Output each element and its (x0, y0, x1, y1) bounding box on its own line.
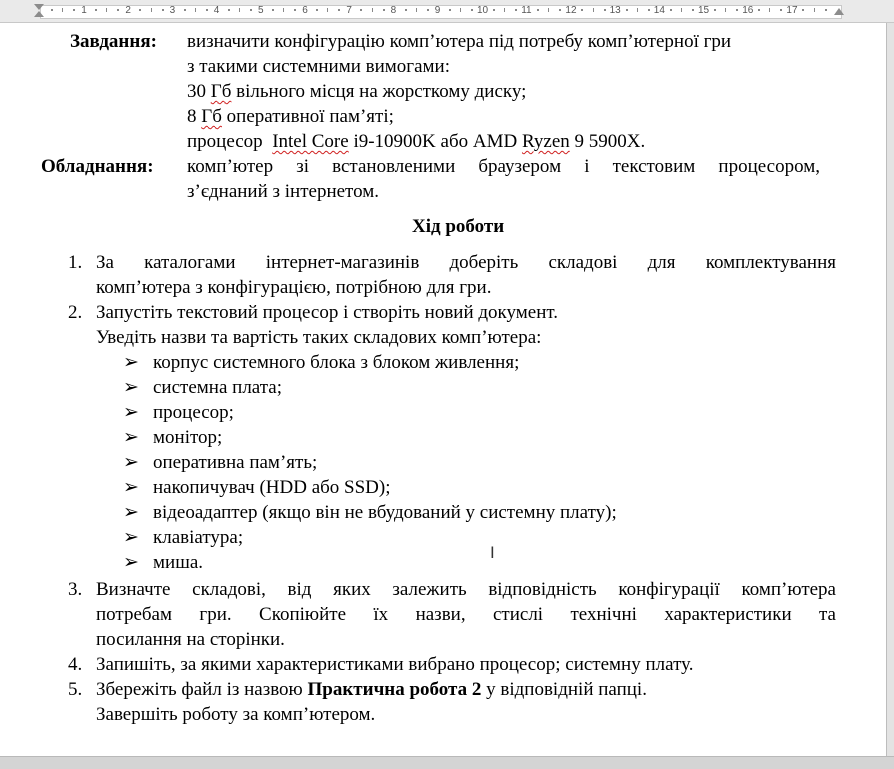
task-line-1: визначити конфігурацію комп’ютера під потребу комп’ютерної гри (187, 31, 732, 52)
ruler-tick (62, 8, 63, 12)
step-2-line-1: Запустіть текстовий процесор і створіть новий документ. (96, 302, 559, 323)
list-item (123, 501, 617, 525)
ruler-tick (95, 9, 97, 11)
ruler-number: 14 (653, 5, 665, 16)
ruler-tick (427, 9, 429, 11)
ruler-number: 2 (125, 5, 131, 16)
step-1-number: 1. (68, 252, 83, 273)
ruler-tick (593, 8, 594, 12)
list-item (123, 351, 519, 375)
ruler-number: 11 (521, 5, 532, 16)
requirement-storage (187, 80, 526, 104)
ruler-tick (416, 8, 417, 12)
list-item (123, 476, 391, 500)
req-storage-a: 30 (187, 81, 211, 102)
task-line-2: з такими системними вимогами: (187, 56, 450, 77)
arrow-bullet-icon: ➢ (123, 352, 139, 373)
step-3-number: 3. (68, 579, 83, 600)
ruler-tick (383, 9, 385, 11)
ruler-tick (626, 9, 628, 11)
list-item-text: процесор; (153, 402, 234, 423)
arrow-bullet-icon: ➢ (123, 527, 139, 548)
step-5-text-a: Збережіть файл із назвою (96, 679, 308, 700)
ruler-tick (670, 9, 672, 11)
ruler-number: 3 (169, 5, 176, 16)
ruler-tick (814, 8, 815, 12)
ruler-tick (184, 9, 186, 11)
ruler-tick (294, 9, 296, 11)
step-5-number: 5. (68, 679, 83, 700)
step-5-line-1 (96, 678, 647, 702)
ruler-number: 12 (565, 5, 577, 16)
ruler-tick (681, 8, 682, 12)
ruler-number: 13 (609, 5, 621, 16)
list-item (123, 551, 203, 575)
ruler-tick (272, 9, 274, 11)
arrow-bullet-icon: ➢ (123, 552, 139, 573)
ruler-tick (504, 8, 505, 12)
list-item-text: оперативна пам’ять; (153, 452, 318, 473)
step-4-line-1: Запишіть, за якими характеристиками вибрано процесор; системну плату. (96, 654, 694, 675)
first-line-indent-marker[interactable] (34, 4, 44, 10)
requirement-ram (187, 105, 394, 129)
list-item-text: накопичувач (HDD або SSD); (153, 477, 391, 498)
ruler-tick (327, 8, 328, 12)
req-cpu-intel: Intel Core (272, 131, 349, 152)
section-title: Хід роботи (412, 216, 505, 237)
list-item-text: системна плата; (153, 377, 282, 398)
step-4-number: 4. (68, 654, 83, 675)
arrow-bullet-icon: ➢ (123, 427, 139, 448)
step-5-line-2: Завершіть роботу за комп’ютером. (96, 704, 376, 725)
req-cpu-c: i9-10900K або AMD (348, 131, 522, 152)
req-cpu-e: 9 5900X. (569, 131, 646, 152)
text-cursor-icon: I (490, 543, 495, 562)
list-item (123, 451, 317, 475)
step-5-filename: Практична робота 2 (307, 679, 482, 700)
step-2-line-2: Уведіть назви та вартість таких складових комп’ютера: (96, 327, 542, 348)
ruler-tick (228, 9, 230, 11)
step-1-line-2: комп’ютера з конфігурацією, потрібною для гри. (96, 277, 492, 298)
ruler-number: 1 (81, 5, 87, 16)
ruler-tick (736, 9, 738, 11)
req-ram-unit: Гб (201, 106, 222, 127)
list-item-text: корпус системного блока з блоком живлення; (153, 352, 520, 373)
req-storage-c: вільного місця на жорсткому диску; (231, 81, 527, 102)
step-1-line-1: За каталогами інтернет-магазинів доберіть складові для комплектування (96, 252, 836, 273)
list-item-text: монітор; (153, 427, 223, 448)
ruler-number: 16 (742, 5, 754, 16)
ruler-number: 7 (346, 5, 352, 16)
ruler-number: 5 (258, 5, 264, 16)
ruler-tick (338, 9, 340, 11)
vertical-scrollbar[interactable] (887, 23, 894, 756)
arrow-bullet-icon: ➢ (123, 377, 139, 398)
status-bar (0, 756, 894, 769)
req-cpu-ryzen: Ryzen (521, 131, 570, 152)
list-item-text: клавіатура; (153, 527, 244, 548)
list-item (123, 376, 282, 400)
ruler-tick (581, 9, 583, 11)
list-item (123, 401, 234, 425)
ruler-tick (195, 8, 196, 12)
ruler-tick (283, 8, 284, 12)
ruler-tick (139, 9, 141, 11)
ruler-tick (206, 9, 208, 11)
equipment-label: Обладнання: (41, 156, 154, 177)
ruler-tick (604, 9, 606, 11)
arrow-bullet-icon: ➢ (123, 402, 139, 423)
ruler-number: 6 (302, 5, 308, 16)
req-cpu-a: процесор (187, 131, 273, 152)
ruler-tick (316, 9, 318, 11)
ruler-tick (637, 8, 638, 12)
hanging-indent-marker[interactable] (34, 11, 44, 17)
req-ram-a: 8 (187, 106, 202, 127)
ruler-tick (51, 9, 53, 11)
step-3-line-2: потребам гри. Скопіюйте їх назви, стислі технічні характеристики та (96, 604, 836, 625)
step-2-number: 2. (68, 302, 83, 323)
document-page[interactable] (0, 23, 887, 756)
right-indent-marker[interactable] (834, 8, 844, 15)
req-ram-c: оперативної пам’яті; (221, 106, 394, 127)
ruler-tick (714, 9, 716, 11)
ruler-tick (769, 8, 770, 12)
ruler-number: 10 (477, 5, 489, 16)
ruler-tick (692, 9, 694, 11)
ruler-tick (151, 8, 152, 12)
ruler-number: 15 (698, 5, 710, 16)
req-storage-unit: Гб (210, 81, 232, 102)
ruler-tick (73, 9, 75, 11)
ruler-tick (372, 8, 373, 12)
ruler-tick (648, 9, 650, 11)
arrow-bullet-icon: ➢ (123, 502, 139, 523)
ruler-tick (471, 9, 473, 11)
ruler-tick (537, 9, 539, 11)
list-item-text: миша. (153, 552, 204, 573)
ruler-tick (758, 9, 760, 11)
ruler-tick (239, 8, 240, 12)
ruler-number: 17 (786, 5, 798, 16)
requirement-cpu (187, 130, 645, 154)
step-5-text-c: у відповідній папці. (481, 679, 647, 700)
list-item (123, 526, 243, 550)
step-3-line-1: Визначте складові, від яких залежить відповідність конфігурації комп’ютера (96, 579, 836, 600)
step-3-line-3: посилання на сторінки. (96, 629, 285, 650)
ruler-tick (780, 9, 782, 11)
ruler-tick (250, 9, 252, 11)
ruler-number: 4 (213, 5, 220, 16)
ruler-tick (162, 9, 164, 11)
ruler-tick (548, 8, 549, 12)
ruler-tick (460, 8, 461, 12)
ruler-number: 8 (390, 5, 397, 16)
ruler-text-area (40, 5, 842, 19)
ruler-tick (825, 9, 827, 11)
ruler-tick (725, 8, 726, 12)
ruler-number: 9 (434, 5, 441, 16)
ruler-tick (802, 9, 804, 11)
list-item (123, 426, 222, 450)
equipment-line-2: з’єднаний з інтернетом. (187, 181, 380, 202)
ruler-tick (106, 8, 107, 12)
ruler-tick (493, 9, 495, 11)
equipment-line-1: комп’ютер зі встановленими браузером і текстовим процесором, (187, 156, 820, 177)
list-item-text: відеоадаптер (якщо він не вбудований у системну плату); (153, 502, 617, 523)
ruler-tick (117, 9, 119, 11)
ruler-tick (515, 9, 517, 11)
arrow-bullet-icon: ➢ (123, 452, 139, 473)
horizontal-ruler[interactable] (0, 0, 894, 23)
arrow-bullet-icon: ➢ (123, 477, 139, 498)
ruler-tick (449, 9, 451, 11)
ruler-tick (559, 9, 561, 11)
ruler-tick (360, 9, 362, 11)
task-label: Завдання: (70, 31, 157, 52)
ruler-tick (405, 9, 407, 11)
